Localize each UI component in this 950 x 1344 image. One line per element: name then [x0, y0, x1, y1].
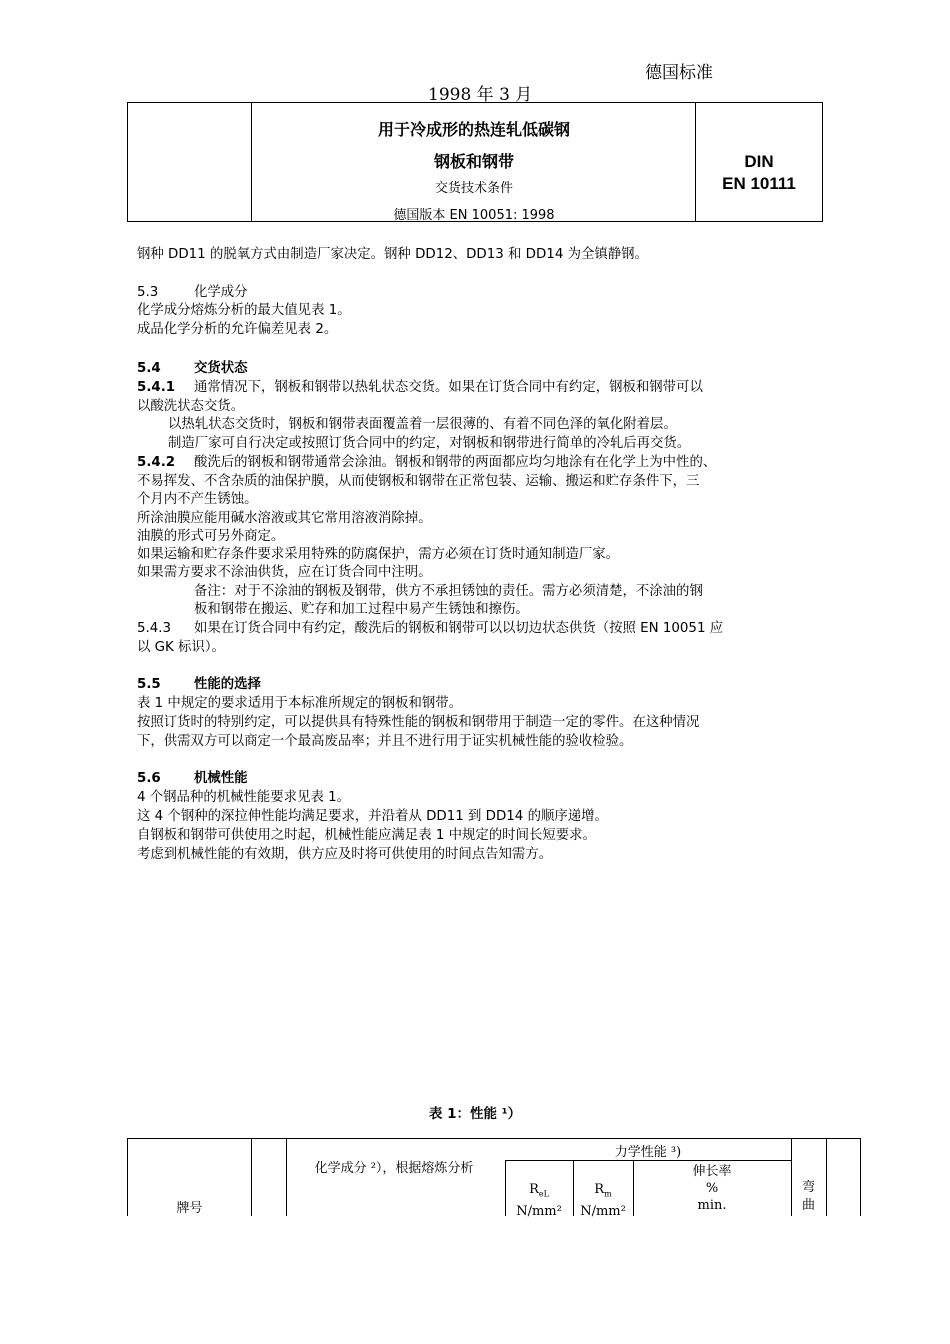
table-divider [286, 1139, 287, 1216]
paragraph-text: 通常情况下，钢板和钢带以热轧状态交货。如果在订货合同中有约定，钢板和钢带可以 [194, 380, 703, 395]
table-divider [505, 1160, 791, 1161]
table-caption: 表 1：性能 ¹） [428, 1106, 522, 1122]
document-title-line2: 钢板和钢带 [433, 152, 514, 171]
paragraph-line: 所涂油膜应能用碱水溶液或其它常用溶液消除掉。 [137, 511, 432, 526]
paragraph-line: 以 GK 标识）。 [137, 640, 225, 655]
paragraph-line: 下，供需双方可以商定一个最高废品率；并且不进行用于证实机械性能的验收检验。 [137, 734, 633, 749]
din-line1: DIN [744, 152, 774, 171]
tensile-strength-symbol [573, 1181, 633, 1203]
header-tensile-strength [573, 1181, 633, 1220]
paragraph-line: 4 个钢品种的机械性能要求见表 1。 [137, 790, 351, 805]
header-grade: 牌号 [176, 1201, 203, 1216]
paragraph-line: 以热轧状态交货时，钢板和钢带表面覆盖着一层很薄的、有着不同色泽的氧化附着层。 [168, 417, 677, 432]
note-line: 板和钢带在搬运、贮存和加工过程中易产生锈蚀和擦伤。 [194, 602, 529, 617]
section-title: 化学成分 [194, 285, 248, 300]
section-number: 5.6 [137, 771, 161, 786]
yield-strength-unit: N/mm² [516, 1203, 562, 1219]
section-title: 性能的选择 [194, 677, 261, 692]
bending-label-1: 弯 [801, 1180, 815, 1195]
table-divider [251, 1139, 252, 1216]
section-number: 5.4.3 [137, 621, 172, 636]
section-5-4-3-line [137, 620, 723, 638]
paragraph-text: 酸洗后的钢板和钢带通常会涂油。钢板和钢带的两面都应均匀地涂有在化学上为中性的、 [194, 455, 717, 470]
standard-number [696, 151, 822, 195]
elongation-min: min. [697, 1198, 727, 1213]
title-block [127, 102, 823, 222]
paragraph-line: 油膜的形式可另外商定。 [137, 529, 285, 544]
bending-label-2: 曲 [801, 1198, 815, 1213]
paragraph-line: 按照订货时的特别约定，可以提供具有特殊性能的钢板和钢带用于制造一定的零件。在这种情况 [137, 715, 700, 730]
section-5-6-heading [137, 770, 248, 788]
note-line: 备注：对于不涂油的钢板及钢带，供方不承担锈蚀的责任。需方必须清楚，不涂油的钢 [194, 584, 703, 599]
section-number: 5.5 [137, 677, 161, 692]
section-number: 5.4.1 [137, 380, 176, 395]
section-number: 5.3 [137, 285, 159, 300]
document-version: 德国版本 EN 10051: 1998 [393, 208, 555, 223]
paragraph-line: 以酸洗状态交货。 [137, 399, 245, 414]
paragraph-line: 这 4 个钢种的深拉伸性能均满足要求，并沿着从 DD11 到 DD14 的顺序递增。 [137, 809, 608, 824]
issue-date: 1998 年 3 月 [428, 85, 533, 105]
paragraph-deoxidation: 钢种 DD11 的脱氧方式由制造厂家决定。钢种 DD12、DD13 和 DD14 为全镇静钢。 [137, 247, 648, 262]
section-title: 交货状态 [194, 361, 248, 376]
section-5-5-heading [137, 676, 261, 694]
section-number: 5.4.2 [137, 455, 176, 470]
header-elongation [633, 1163, 791, 1214]
paragraph-line: 制造厂家可自行决定或按照订货合同中的约定，对钢板和钢带进行简单的冷轧后再交货。 [168, 436, 691, 451]
section-5-4-2-line [137, 454, 716, 472]
section-5-4-1-line [137, 379, 703, 397]
header-mechanical-properties: 力学性能 ³) [614, 1145, 682, 1160]
section-number: 5.4 [137, 361, 161, 376]
tensile-strength-unit: N/mm² [580, 1203, 626, 1219]
din-line2: EN 10111 [722, 174, 796, 193]
paragraph-line: 成品化学分析的允许偏差见表 2。 [137, 322, 338, 337]
elongation-label: 伸长率 [692, 1164, 732, 1179]
symbol-subscript: eL [538, 1189, 549, 1199]
paragraph-line: 不易挥发、不含杂质的油保护膜，从而使钢板和钢带在正常包装、运输、搬运和贮存条件下，三 [137, 474, 700, 489]
symbol-subscript: m [604, 1189, 612, 1199]
paragraph-line: 个月内不产生锈蚀。 [137, 492, 258, 507]
header-bending [791, 1179, 826, 1215]
paragraph-line: 考虑到机械性能的有效期，供方应及时将可供使用的时间点告知需方。 [137, 847, 553, 862]
paragraph-line: 如果需方要求不涂油供货，应在订货合同中注明。 [137, 565, 432, 580]
paragraph-line: 如果运输和贮存条件要求采用特殊的防腐保护，需方必须在订货时通知制造厂家。 [137, 547, 620, 562]
paragraph-line: 自钢板和钢带可供使用之时起，机械性能应满足表 1 中规定的时间长短要求。 [137, 828, 596, 843]
paragraph-text: 如果在订货合同中有约定，酸洗后的钢板和钢带可以以切边状态供货（按照 EN 10051 应 [194, 621, 724, 636]
section-5-3-heading [137, 284, 248, 302]
section-title: 机械性能 [194, 771, 248, 786]
paragraph-line: 表 1 中规定的要求适用于本标准所规定的钢板和钢带。 [137, 696, 463, 711]
elongation-unit: % [705, 1181, 719, 1196]
document-subtitle: 交货技术条件 [434, 181, 513, 196]
header-yield-strength [505, 1181, 573, 1220]
paragraph-line: 化学成分熔炼分析的最大值见表 1。 [137, 303, 351, 318]
properties-table [127, 1138, 861, 1219]
title-block-left-cell [128, 103, 252, 221]
standard-label: 德国标准 [645, 63, 713, 83]
symbol-r: R [529, 1182, 539, 1197]
symbol-r: R [594, 1182, 605, 1197]
yield-strength-symbol [505, 1181, 573, 1203]
header-chemical-composition: 化学成分 ²），根据熔炼分析 [314, 1161, 474, 1176]
section-5-4-heading [137, 360, 248, 378]
document-title: 用于冷成形的热连轧低碳钢 [377, 120, 570, 139]
table-divider [826, 1139, 827, 1216]
